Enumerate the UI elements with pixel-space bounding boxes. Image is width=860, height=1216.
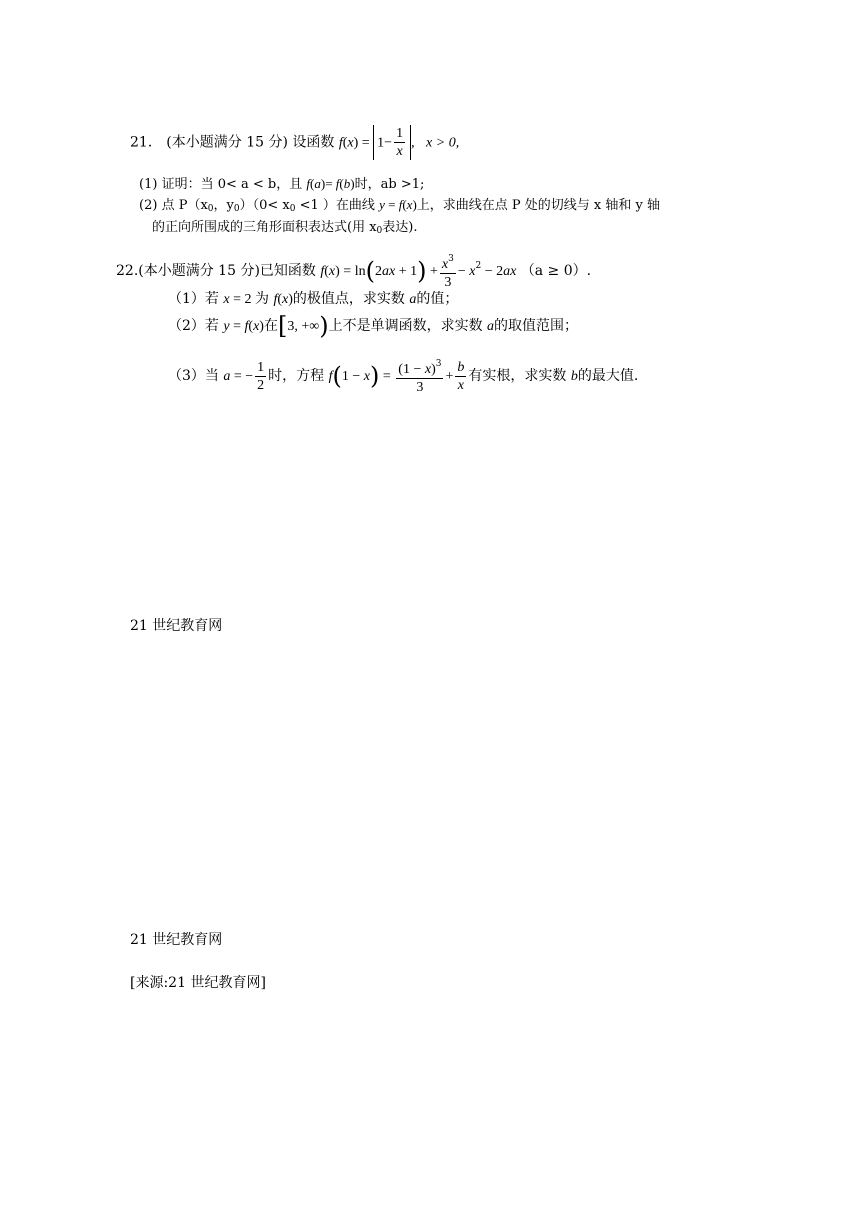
- watermark-text-1: 21 世纪教育网: [130, 618, 223, 634]
- problem-22-part-3: （3）当 a = − $\frac{1}{2}$ 时，方程 f(1 − x) = $\frac{(1 - x)^3}{3}$ + $\frac{b}{x}$ 有实根，求实数 b的最大值.: [168, 348, 638, 405]
- condition-text: 0< a < b: [217, 177, 277, 192]
- part-label: (1): [139, 177, 158, 192]
- part-text: 为: [255, 291, 269, 307]
- problem-22-intro: 已知函数: [259, 263, 316, 279]
- conclusion-text: ab >1;: [380, 177, 425, 192]
- problem-21-score: (本小题满分 15 分): [166, 134, 288, 151]
- problem-22-part-1: （1）若 x = 2 为 f(x)的极值点，求实数 a的值；: [168, 291, 459, 307]
- part-text: 上不是单调函数，求实数: [328, 318, 483, 334]
- part-text: 点 P（x: [161, 198, 208, 213]
- problem-22-number: 22.: [116, 263, 139, 279]
- part-text: ，且: [276, 177, 303, 192]
- part-text: ）（0< x: [239, 198, 290, 213]
- part-label: （3）当: [168, 368, 219, 384]
- part-text: 的取值范围；: [494, 318, 579, 334]
- part-text: ，y: [213, 198, 234, 213]
- part-text: 有实根，求实数: [468, 368, 567, 384]
- part-text: 的最大值.: [577, 368, 639, 384]
- problem-21-part-2-line-2: 的正向所围成的三角形面积表达式(用 $x_0$表达).: [152, 220, 418, 236]
- part-text: 表达).: [382, 220, 418, 235]
- part-label: （2）若: [168, 318, 219, 334]
- part-text: 的值；: [416, 291, 459, 307]
- part-text: 时，方程: [268, 368, 325, 384]
- part-text: 的极值点，求实数: [292, 291, 405, 307]
- part-text: <1 ）在曲线: [295, 198, 375, 213]
- problem-22-formula: f: [320, 264, 325, 279]
- problem-22-part-2: （2）若 y = f(x)在[3, +∞)上不是单调函数，求实数 a的取值范围；: [168, 312, 579, 340]
- watermark-text-2: 21 世纪教育网: [130, 932, 223, 948]
- problem-22-score: (本小题满分 15 分): [138, 263, 260, 279]
- part-text: 时，: [354, 177, 381, 192]
- source-watermark: [来源:21 世纪教育网]: [130, 975, 266, 991]
- problem-21-part-2: (2) 点 $P(x_0$，$y_0)(0< x_0 <1$ ）在曲线 y = f(x)上，求曲线在点 P 处的切线与 x 轴和 y 轴: [139, 197, 660, 214]
- problem-21-part-1: (1) 证明：当 0< a < b，且 f(a)= f(b)时，ab >1;: [139, 176, 425, 192]
- problem-21-heading: 21． (本小题满分 15 分) 设函数 f(x) = 1− $\frac{1}{x}$ , x > 0,: [130, 126, 460, 159]
- part-text: 在: [263, 318, 278, 334]
- problem-22-heading: 22.(本小题满分 15 分)已知函数 f(x) = ln(2ax + 1) + $\frac{x^3}{3}$ − $x^2 - 2ax$ （a ≥ 0）.: [116, 250, 591, 291]
- problem-21-domain: x > 0,: [426, 135, 460, 151]
- part-label: （1）若: [168, 291, 219, 307]
- part-text: 证明：当: [161, 177, 214, 192]
- problem-21-intro: 设函数: [292, 134, 335, 151]
- abs-expression: 1− $\frac{1}{x}$: [373, 125, 411, 160]
- problem-21-number: 21．: [130, 134, 162, 151]
- part-text: 的正向所围成的三角形面积表达式(用 x: [152, 220, 377, 235]
- problem-21-formula: f: [338, 135, 343, 151]
- part-text: 上，求曲线在点 P 处的切线与 x 轴和 y 轴: [416, 198, 660, 213]
- part-label: (2): [139, 198, 158, 213]
- problem-22-condition: （a ≥ 0）.: [520, 263, 592, 279]
